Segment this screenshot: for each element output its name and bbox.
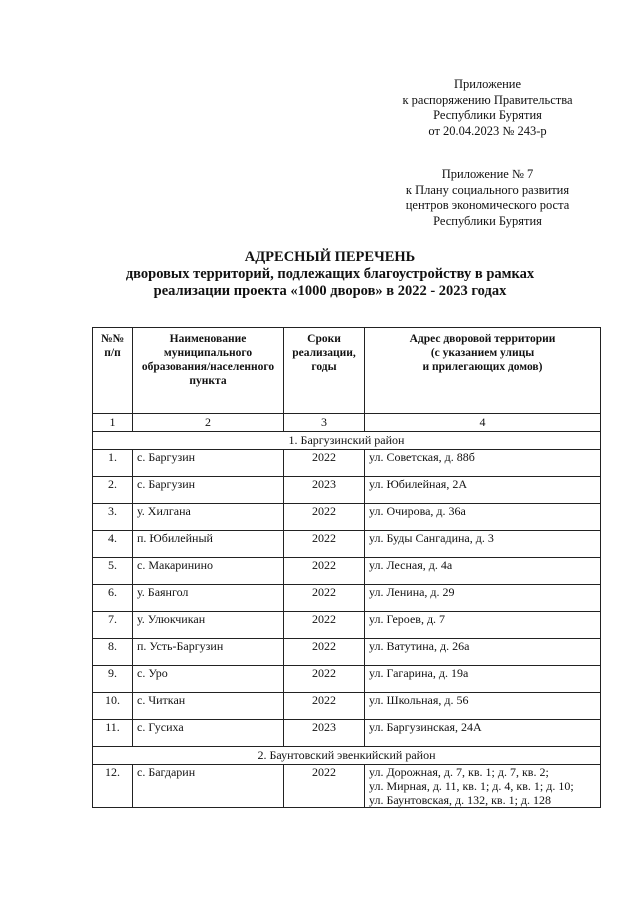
row-number: 6. (93, 585, 133, 612)
row-address (365, 477, 601, 504)
annex-note-decree (380, 77, 595, 139)
row-number: 1. (93, 450, 133, 477)
table-row (93, 765, 601, 808)
address-line: ул. Баунтовская, д. 132, кв. 1; д. 128 (369, 793, 552, 807)
annex-line: Республики Бурятия (433, 108, 542, 122)
section-title: 2. Баунтовский эвенкийский район (93, 747, 601, 765)
table-header-row (93, 328, 601, 414)
row-number: 10. (93, 693, 133, 720)
row-address (365, 558, 601, 585)
annex-line: Приложение (453, 77, 522, 91)
row-place: п. Усть-Баргузин (133, 639, 284, 666)
row-place: с. Баргузин (133, 477, 284, 504)
table-row (93, 504, 601, 531)
row-place: у. Баянгол (133, 585, 284, 612)
table-row (93, 612, 601, 639)
address-line: ул. Лесная, д. 4а (369, 558, 453, 572)
row-address (365, 504, 601, 531)
row-place: с. Гусиха (133, 720, 284, 747)
annex-line: от 20.04.2023 № 243-р (428, 123, 547, 138)
annex-line: Республики Бурятия (433, 213, 542, 228)
row-address (365, 765, 601, 808)
column-number-row (93, 414, 601, 432)
row-place: у. Хилгана (133, 504, 284, 531)
annex-line: к Плану социального развития (405, 182, 570, 197)
row-place: у. Улюкчикан (133, 612, 284, 639)
table-row (93, 450, 601, 477)
section-row (93, 747, 601, 765)
row-year: 2022 (284, 585, 365, 612)
row-address (365, 720, 601, 747)
row-number: 7. (93, 612, 133, 639)
table-row (93, 531, 601, 558)
row-address (365, 639, 601, 666)
row-year: 2022 (284, 765, 365, 808)
row-place: с. Уро (133, 666, 284, 693)
address-table (92, 327, 601, 808)
row-place: с. Макаринино (133, 558, 284, 585)
address-line: ул. Гагарина, д. 19а (369, 666, 469, 680)
address-line: ул. Очирова, д. 36а (369, 504, 466, 518)
header-years: Сроки реализации, годы (284, 328, 365, 414)
row-place: с. Багдарин (133, 765, 284, 808)
row-year: 2022 (284, 558, 365, 585)
address-line: ул. Ленина, д. 29 (369, 585, 455, 599)
table-row (93, 693, 601, 720)
table-row (93, 666, 601, 693)
address-line: ул. Школьная, д. 56 (369, 693, 469, 707)
row-address (365, 585, 601, 612)
address-line: ул. Буды Сангадина, д. 3 (369, 531, 494, 545)
row-address (365, 450, 601, 477)
row-year: 2023 (284, 720, 365, 747)
row-number: 3. (93, 504, 133, 531)
row-number: 8. (93, 639, 133, 666)
header-municipality: Наименование муниципального образования/населенного пункта (133, 328, 284, 414)
address-line: ул. Баргузинская, 24А (369, 720, 482, 734)
title-line: дворовых территорий, подлежащих благоустройству в рамках (125, 266, 535, 282)
header-number: №№ п/п (93, 328, 133, 414)
row-year: 2022 (284, 693, 365, 720)
address-line: ул. Дорожная, д. 7, кв. 1; д. 7, кв. 2; (369, 765, 549, 779)
annex-line: к распоряжению Правительства (402, 92, 573, 107)
row-address (365, 612, 601, 639)
document-title (60, 249, 600, 300)
row-place: п. Юбилейный (133, 531, 284, 558)
header-address: Адрес дворовой территории (с указанием улицы и прилегающих домов) (365, 328, 601, 414)
address-line: ул. Советская, д. 88б (369, 450, 475, 464)
annex-note-plan (380, 167, 595, 229)
row-place: с. Баргузин (133, 450, 284, 477)
row-year: 2023 (284, 477, 365, 504)
table-row (93, 477, 601, 504)
annex-line: Приложение № 7 (441, 167, 534, 181)
row-year: 2022 (284, 504, 365, 531)
row-year: 2022 (284, 531, 365, 558)
row-number: 4. (93, 531, 133, 558)
row-address (365, 531, 601, 558)
section-row (93, 432, 601, 450)
table-row (93, 558, 601, 585)
row-place: с. Читкан (133, 693, 284, 720)
row-year: 2022 (284, 639, 365, 666)
address-line: ул. Ватутина, д. 26а (369, 639, 470, 653)
address-line: ул. Юбилейная, 2А (369, 477, 467, 491)
row-number: 5. (93, 558, 133, 585)
address-line: ул. Героев, д. 7 (369, 612, 446, 626)
row-year: 2022 (284, 612, 365, 639)
table-row (93, 639, 601, 666)
column-number: 2 (133, 414, 284, 432)
column-number: 1 (93, 414, 133, 432)
table-row (93, 720, 601, 747)
table-row (93, 585, 601, 612)
title-line: реализации проекта «1000 дворов» в 2022 - 2023 годах (153, 283, 507, 299)
row-year: 2022 (284, 450, 365, 477)
annex-line: центров экономического роста (405, 198, 570, 212)
column-number: 3 (284, 414, 365, 432)
row-address (365, 666, 601, 693)
section-title: 1. Баргузинский район (93, 432, 601, 450)
address-line: ул. Мирная, д. 11, кв. 1; д. 4, кв. 1; д. 10; (369, 779, 574, 793)
column-number: 4 (365, 414, 601, 432)
row-number: 2. (93, 477, 133, 504)
row-year: 2022 (284, 666, 365, 693)
title-line: АДРЕСНЫЙ ПЕРЕЧЕНЬ (244, 249, 416, 265)
row-number: 11. (93, 720, 133, 747)
row-number: 9. (93, 666, 133, 693)
row-number: 12. (93, 765, 133, 808)
row-address (365, 693, 601, 720)
